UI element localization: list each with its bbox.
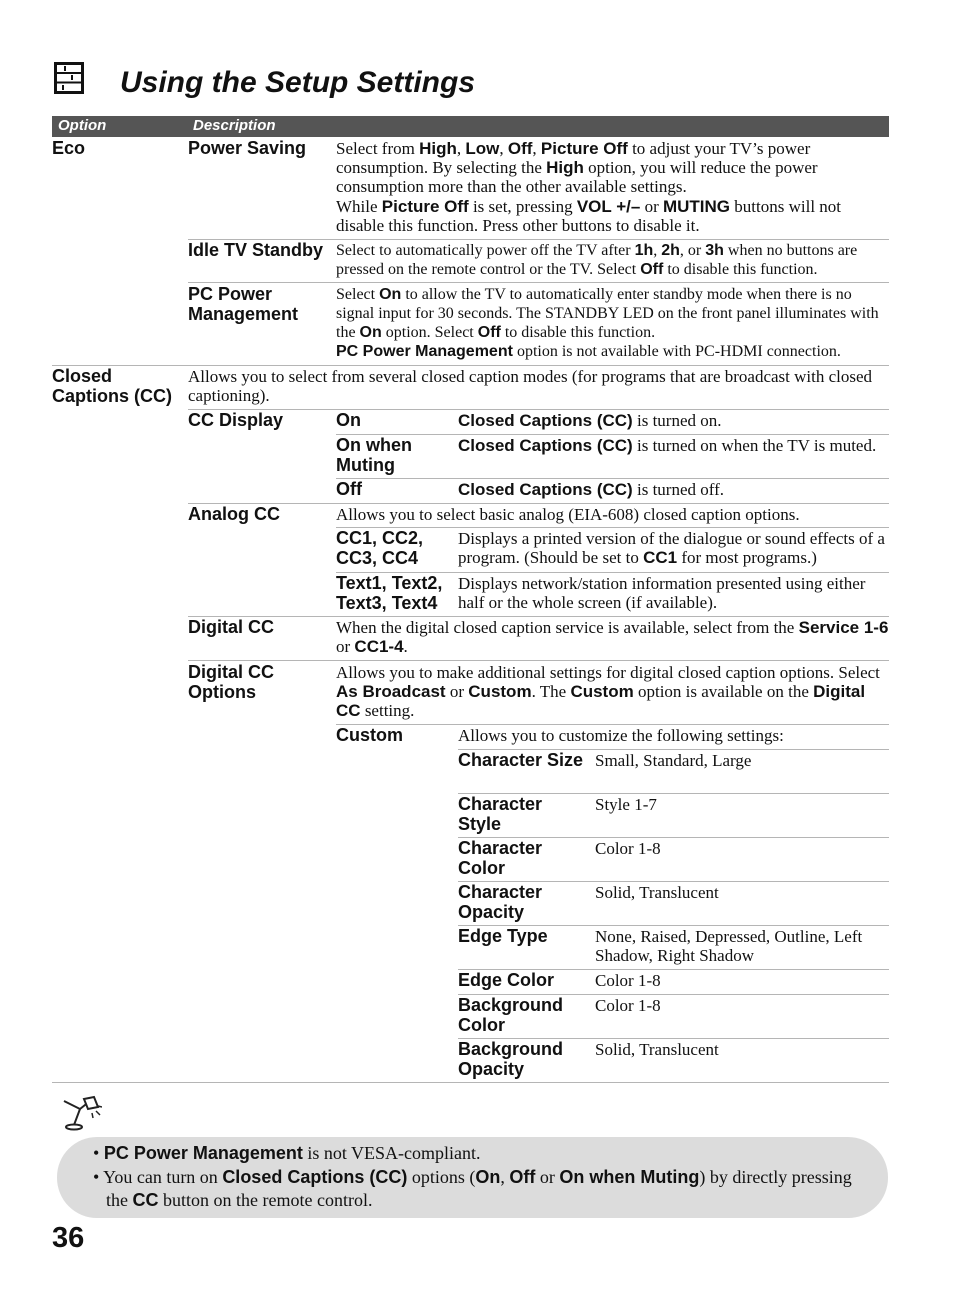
- setting-name: Background Color: [458, 995, 564, 1035]
- tip-item: • PC Power Management is not VESA-compliant.: [93, 1143, 481, 1163]
- pc-power-management-description: Select On to allow the TV to automatically enter standby mode when there is no signal input for 30 seconds. The STANDBY LED on the front panel illuminates with the On option. Select Off to disable this function. PC Power Management option is not available with PC-HDMI connection.: [336, 286, 879, 360]
- digital-cc-options-label: Digital CC Options: [188, 662, 275, 702]
- tip-item: • You can turn on Closed Captions (CC) options (On, Off or On when Muting) by directly pressing the CC button on the remote control.: [93, 1167, 852, 1210]
- cc-display-off-label: Off: [336, 479, 362, 499]
- divider: [188, 282, 889, 283]
- digital-cc-description: When the digital closed caption service is available, select from the Service 1-6 or CC1-4.: [336, 618, 889, 657]
- setting-value: Small, Standard, Large: [595, 751, 752, 770]
- cc-display-on-when-muting-label: On when Muting: [336, 435, 412, 475]
- table-header: [52, 116, 889, 137]
- cc-display-on-description: Closed Captions (CC) is turned on.: [458, 411, 722, 430]
- analog-cc-label: Analog CC: [188, 504, 280, 524]
- option-closed-captions: Closed Captions (CC): [52, 366, 172, 406]
- setting-value: Color 1-8: [595, 971, 661, 990]
- setting-name: Edge Color: [458, 970, 555, 990]
- column-description-header: Description: [193, 117, 276, 134]
- setting-value: Solid, Translucent: [595, 1040, 719, 1059]
- setting-value: None, Raised, Depressed, Outline, Left Shadow, Right Shadow: [595, 927, 863, 966]
- section-divider: [52, 365, 889, 366]
- cc-display-off-description: Closed Captions (CC) is turned off.: [458, 480, 725, 499]
- setting-name: Character Size: [458, 750, 584, 770]
- setup-menu-icon: [54, 62, 84, 94]
- analog-cc-channels-label: CC1, CC2, CC3, CC4: [336, 528, 424, 568]
- custom-description: Allows you to customize the following settings:: [458, 726, 784, 745]
- option-eco: Eco: [52, 138, 86, 158]
- analog-cc-description: Allows you to select basic analog (EIA-608) closed caption options.: [336, 505, 800, 524]
- divider: [336, 478, 889, 479]
- divider: [336, 724, 889, 725]
- idle-tv-standby-description: Select to automatically power off the TV after 1h, 2h, or 3h when no buttons are pressed on the remote control or the TV. Select Off to disable this function.: [336, 242, 858, 278]
- divider: [188, 660, 889, 661]
- page-title: Using the Setup Settings: [120, 66, 476, 99]
- cc-display-on-when-muting-description: Closed Captions (CC) is turned on when the TV is muted.: [458, 436, 877, 455]
- setting-value: Solid, Translucent: [595, 883, 719, 902]
- setting-value: Color 1-8: [595, 996, 661, 1015]
- divider: [188, 409, 889, 410]
- custom-label: Custom: [336, 725, 403, 745]
- pc-power-management-label: PC Power Management: [188, 284, 299, 324]
- setting-name: Character Opacity: [458, 882, 543, 922]
- setting-value: Style 1-7: [595, 795, 657, 814]
- divider: [188, 503, 889, 504]
- closed-captions-intro: Allows you to select from several closed caption modes (for programs that are broadcast with closed captioning).: [188, 367, 873, 406]
- cc-display-label: CC Display: [188, 410, 284, 430]
- divider: [188, 616, 889, 617]
- setting-value: Color 1-8: [595, 839, 661, 858]
- power-saving-label: Power Saving: [188, 138, 307, 158]
- digital-cc-options-description: Allows you to make additional settings for digital closed caption options. Select As Broadcast or Custom. The Custom option is available on the Digital CC setting.: [336, 663, 880, 721]
- analog-cc-text-description: Displays network/station information presented using either half or the whole screen (if available).: [458, 574, 866, 613]
- idle-tv-standby-label: Idle TV Standby: [188, 240, 324, 260]
- setting-name: Background Opacity: [458, 1039, 564, 1079]
- power-saving-description: Select from High, Low, Off, Picture Off to adjust your TV’s power consumption. By selecting the High option, you will reduce the power consumption more than the other available settings. While Picture Off is set, pressing VOL +/– or MUTING buttons will not disable this function. Press other buttons to disable it.: [336, 139, 842, 235]
- analog-cc-channels-description: Displays a printed version of the dialogue or sound effects of a program. (Should be set to CC1 for most programs.): [458, 529, 885, 568]
- divider: [336, 434, 889, 435]
- table-bottom-rule: [52, 1082, 889, 1083]
- page-number: 36: [52, 1222, 85, 1254]
- setting-name: Character Color: [458, 838, 543, 878]
- digital-cc-label: Digital CC: [188, 617, 275, 637]
- hint-lamp-icon: [60, 1095, 102, 1131]
- analog-cc-text-label: Text1, Text2, Text3, Text4: [336, 573, 443, 613]
- setting-name: Character Style: [458, 794, 543, 834]
- cc-display-on-label: On: [336, 410, 361, 430]
- setting-name: Edge Type: [458, 926, 548, 946]
- column-option-header: Option: [58, 117, 107, 134]
